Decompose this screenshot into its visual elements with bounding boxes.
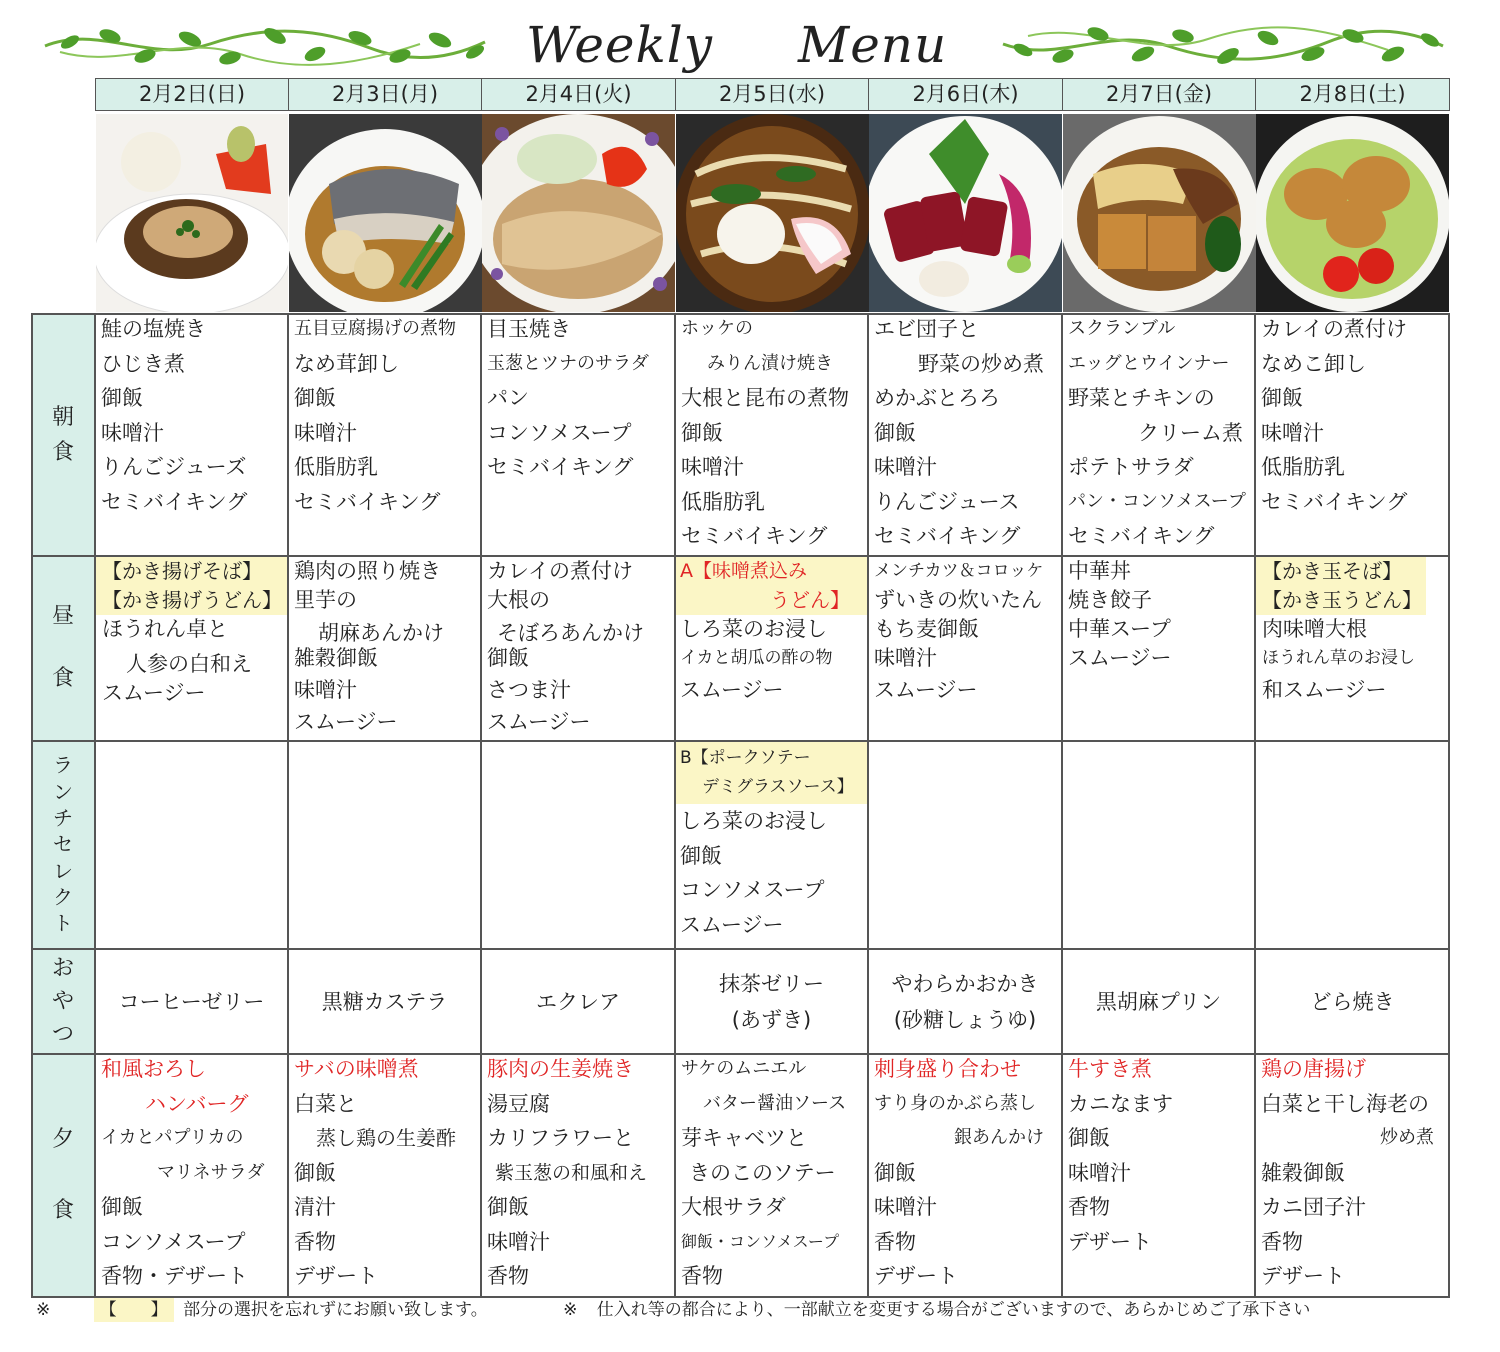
snack-item: 抹茶ゼリー	[719, 972, 824, 996]
menu-item: 【かき揚げそば】	[102, 559, 262, 583]
dinner-cell	[1062, 1052, 1255, 1259]
day-header: 2月2日(日)	[95, 78, 289, 111]
lunch-cell	[481, 557, 675, 731]
saba-miso-photo	[289, 114, 482, 312]
menu-item: もち麦御飯	[874, 617, 979, 641]
menu-item: セミバイキング	[1261, 489, 1408, 514]
menu-item: 炒め煮	[1380, 1127, 1434, 1148]
row-label-char: 食	[51, 666, 74, 691]
menu-item: カレイの煮付け	[487, 559, 633, 583]
menu-item: イカとパプリカの	[101, 1127, 244, 1148]
menu-item: ハンバーグ	[145, 1091, 249, 1116]
menu-item: 御飯	[1261, 386, 1303, 410]
snack-item: (砂糖しょうゆ)	[893, 1008, 1037, 1032]
menu-item: 味噌汁	[487, 1229, 550, 1254]
menu-item: デザート	[1261, 1264, 1345, 1288]
menu-item: 御飯	[294, 386, 336, 410]
menu-item: セミバイキング	[294, 489, 441, 514]
grid-line	[31, 313, 1450, 315]
selection-legend-box: 【 】	[94, 1298, 174, 1322]
change-notice: 仕入れ等の都合により、一部献立を変更する場合がございますので、あらかじめご了承下さい	[596, 1300, 1311, 1320]
snack-item: (あずき)	[731, 1008, 812, 1032]
grid-line	[31, 1053, 1450, 1055]
selection-note: 部分の選択を忘れずにお願い致します。	[183, 1300, 488, 1320]
row-label-char: や	[51, 989, 74, 1014]
menu-item: 香物	[1068, 1195, 1110, 1219]
menu-item: 中華スープ	[1068, 617, 1171, 641]
menu-item: めかぶとろろ	[874, 386, 1000, 410]
row-label-char: チ	[53, 805, 73, 830]
row-label-lunch-select	[32, 740, 94, 949]
menu-item: 御飯	[874, 1160, 916, 1185]
menu-item: 味噌汁	[294, 678, 357, 702]
snack-cell	[1255, 950, 1450, 1054]
row-label-char: ト	[53, 911, 73, 936]
snack-item: 黒胡麻プリン	[1095, 990, 1222, 1014]
menu-item: ホッケの	[681, 318, 753, 339]
day-header: 2月7日(金)	[1062, 78, 1256, 111]
selection-highlight	[1256, 557, 1426, 615]
menu-item: りんごジュース	[874, 489, 1020, 514]
menu-item: セミバイキング	[101, 489, 248, 514]
dinner-cell	[868, 1052, 1062, 1294]
dinner-cell	[95, 1052, 288, 1294]
breakfast-cell	[288, 312, 481, 519]
grid-line	[867, 313, 869, 1298]
grid-line	[31, 555, 1450, 557]
menu-item: 【かき玉うどん】	[1262, 588, 1422, 612]
menu-item: そぼろあんかけ	[497, 621, 644, 645]
snack-cell	[1062, 950, 1255, 1054]
menu-item: 味噌汁	[681, 455, 744, 479]
row-label-char: セ	[53, 832, 73, 857]
menu-item: スクランブル	[1068, 318, 1176, 339]
row-label-char: 朝	[51, 404, 74, 430]
menu-item: 雑穀御飯	[294, 646, 378, 670]
breakfast-cell	[481, 312, 675, 485]
menu-item: みりん漬け焼き	[707, 352, 833, 374]
lunch-cell	[288, 557, 481, 731]
menu-item: 香物・デザート	[101, 1264, 248, 1288]
menu-item: A【味噌煮込み	[680, 560, 807, 582]
menu-item: 湯豆腐	[487, 1091, 550, 1116]
miso-udon-photo	[676, 114, 869, 312]
menu-item: ポテトサラダ	[1068, 455, 1194, 479]
row-label-char: ク	[53, 885, 73, 910]
menu-item: スムージー	[680, 912, 784, 937]
breakfast-cell	[868, 312, 1062, 554]
menu-item: 刺身盛り合わせ	[874, 1057, 1021, 1081]
menu-item: 低脂肪乳	[681, 489, 765, 514]
menu-item: 清汁	[294, 1195, 336, 1219]
menu-item: コンソメスープ	[680, 878, 825, 902]
menu-item: りんごジューズ	[101, 455, 247, 479]
menu-item: なめ茸卸し	[294, 351, 399, 376]
menu-item: 牛すき煮	[1068, 1057, 1152, 1081]
menu-item: 白菜と	[294, 1091, 357, 1116]
menu-item: きのこのソテー	[689, 1160, 836, 1185]
selection-highlight	[676, 557, 868, 615]
menu-item: セミバイキング	[487, 455, 634, 479]
menu-item: うどん】	[770, 588, 850, 612]
menu-item: デミグラスソース】	[702, 777, 854, 797]
menu-item: 大根サラダ	[681, 1195, 786, 1219]
menu-item: パン・コンソメスープ	[1068, 490, 1246, 512]
row-label-char: 昼	[51, 604, 74, 630]
menu-item: エッグとウインナー	[1068, 352, 1230, 374]
menu-item: 野菜とチキンの	[1068, 386, 1215, 410]
karaage-photo	[1256, 114, 1449, 312]
note-mark: ※	[563, 1300, 578, 1320]
menu-item: 紫玉葱の和風和え	[495, 1161, 648, 1184]
row-label-char: お	[51, 956, 74, 981]
lunch-cell	[676, 557, 868, 702]
ginger-pork-photo	[482, 114, 675, 312]
menu-item: 鶏肉の照り焼き	[294, 559, 441, 583]
snack-cell	[868, 950, 1062, 1054]
snack-cell	[288, 950, 481, 1054]
menu-item: スムージー	[102, 681, 206, 705]
menu-item: 和風おろし	[101, 1057, 206, 1081]
row-label-char: 食	[51, 1197, 74, 1223]
menu-item: 香物	[487, 1264, 529, 1288]
menu-item: 味噌汁	[1261, 420, 1324, 445]
lunch-cell	[96, 557, 288, 705]
menu-item: 銀あんかけ	[954, 1127, 1044, 1148]
snack-item: どら焼き	[1310, 990, 1395, 1014]
snack-item: コーヒーゼリー	[118, 990, 265, 1014]
grid-line	[1061, 313, 1063, 1298]
snack-item: 黒糖カステラ	[321, 990, 448, 1014]
grid-line	[287, 313, 289, 1298]
menu-item: 鮭の塩焼き	[101, 317, 206, 341]
menu-item: 【かき玉そば】	[1262, 559, 1402, 583]
row-label-lunch	[32, 556, 94, 740]
menu-item: セミバイキング	[681, 524, 828, 548]
snack-cell	[481, 950, 675, 1054]
menu-item: さつま汁	[487, 678, 571, 702]
menu-item: コンソメスープ	[487, 420, 632, 445]
vine-decoration-right	[998, 14, 1448, 74]
menu-item: セミバイキング	[874, 524, 1021, 548]
menu-item: 低脂肪乳	[1261, 455, 1345, 479]
grid-line	[31, 313, 33, 1298]
snack-item: エクレア	[536, 990, 620, 1014]
menu-item: ほうれん草のお浸し	[1262, 648, 1415, 668]
dinner-cell	[288, 1052, 481, 1294]
menu-item: カニ団子汁	[1261, 1195, 1366, 1219]
grid-line	[480, 313, 482, 1298]
title-weekly: Weekly	[526, 16, 714, 74]
page-title	[520, 16, 990, 80]
menu-item: B【ポークソテー	[680, 748, 811, 768]
menu-item: 焼き餃子	[1068, 588, 1152, 612]
note-mark: ※	[36, 1300, 51, 1320]
row-label-char: レ	[53, 858, 73, 883]
menu-item: デザート	[874, 1264, 958, 1288]
grid-line	[94, 313, 96, 1298]
menu-item: すり身のかぶら蒸し	[874, 1092, 1036, 1114]
hamburg-steak-photo	[96, 114, 288, 312]
menu-item: 御飯	[874, 420, 916, 445]
breakfast-cell	[675, 312, 868, 554]
menu-item: 御飯	[101, 386, 143, 410]
day-header: 2月8日(土)	[1255, 78, 1450, 111]
menu-item: 里芋の	[294, 588, 357, 612]
menu-item: メンチカツ＆コロッケ	[874, 561, 1044, 581]
menu-item: なめこ卸し	[1261, 351, 1366, 376]
footer-notes	[36, 1298, 1456, 1328]
menu-item: スムージー	[294, 710, 398, 731]
menu-item: 御飯	[487, 1195, 529, 1219]
title-menu: Menu	[798, 16, 948, 74]
menu-item: カリフラワーと	[487, 1126, 634, 1150]
menu-item: ほうれん卓と	[102, 617, 228, 641]
row-label-char: つ	[51, 1022, 74, 1047]
menu-item: 五目豆腐揚げの煮物	[294, 318, 456, 339]
dinner-cell	[1255, 1052, 1450, 1294]
lunch-cell	[868, 557, 1062, 702]
menu-item: サバの味噌煮	[294, 1057, 419, 1081]
grid-line	[1448, 313, 1450, 1298]
menu-item: セミバイキング	[1068, 524, 1215, 548]
dinner-cell	[481, 1052, 675, 1294]
menu-item: 雑穀御飯	[1261, 1160, 1345, 1185]
menu-item: 香物	[874, 1229, 916, 1254]
menu-item: カニなます	[1068, 1091, 1173, 1116]
row-label-char: 夕	[51, 1127, 74, 1153]
day-header: 2月3日(月)	[288, 78, 482, 111]
menu-item: 御飯	[681, 420, 723, 445]
menu-item: スムージー	[1068, 646, 1172, 670]
selection-highlight	[676, 742, 868, 804]
menu-item: 御飯	[294, 1160, 336, 1185]
menu-item: 御飯・コンソメスープ	[681, 1231, 840, 1251]
dinner-cell	[675, 1052, 868, 1294]
menu-item: パン	[487, 386, 529, 410]
row-label-dinner	[32, 1054, 94, 1297]
menu-item: 御飯	[101, 1195, 143, 1219]
breakfast-cell	[1062, 312, 1255, 554]
menu-item: 御飯	[487, 646, 529, 670]
menu-item: 香物	[1261, 1229, 1303, 1254]
grid-line	[1254, 313, 1256, 1298]
menu-item: 低脂肪乳	[294, 455, 378, 479]
menu-item: 目玉焼き	[487, 317, 571, 341]
lunch-select-cell	[676, 742, 868, 942]
menu-item: しろ菜のお浸し	[680, 617, 827, 641]
row-label-char: 食	[51, 440, 74, 465]
menu-item: ひじき煮	[101, 351, 185, 376]
menu-item: 白菜と干し海老の	[1261, 1091, 1429, 1116]
menu-item: バター醤油ソース	[703, 1092, 847, 1114]
lunch-cell	[1062, 557, 1255, 673]
menu-item: 香物	[294, 1229, 336, 1254]
menu-item: 蒸し鶏の生姜酢	[316, 1126, 456, 1150]
menu-item: 玉葱とツナのサラダ	[487, 352, 649, 374]
menu-item: 味噌汁	[874, 1195, 937, 1219]
menu-item: 味噌汁	[874, 455, 937, 479]
menu-item: スムージー	[680, 678, 784, 702]
grid-line	[674, 313, 676, 1298]
row-label-char: ン	[53, 779, 73, 804]
menu-item: クリーム煮	[1138, 420, 1243, 445]
menu-item: しろ菜のお浸し	[680, 809, 827, 833]
menu-item: イカと胡瓜の酢の物	[680, 648, 833, 668]
snack-item: やわらかおかき	[891, 972, 1039, 996]
menu-item: 中華丼	[1068, 559, 1131, 583]
row-label-snack	[32, 949, 94, 1054]
breakfast-cell	[1255, 312, 1450, 519]
lunch-cell	[1256, 557, 1450, 702]
menu-item: 大根と昆布の煮物	[681, 386, 849, 410]
menu-item: 味噌汁	[1068, 1160, 1131, 1185]
menu-item: 豚肉の生姜焼き	[487, 1057, 634, 1081]
gyu-sukiyaki-photo	[1063, 114, 1256, 312]
menu-item: 和スムージー	[1262, 678, 1387, 702]
menu-item: エビ団子と	[874, 317, 979, 341]
menu-item: ずいきの炊いたん	[874, 588, 1042, 612]
menu-item: 人参の白和え	[126, 652, 252, 676]
row-label-char: ラ	[53, 753, 73, 778]
menu-item: 肉味噌大根	[1262, 617, 1367, 641]
snack-cell	[675, 950, 868, 1054]
menu-item: 味噌汁	[874, 646, 937, 670]
menu-item: 【かき揚げうどん】	[102, 588, 282, 612]
menu-item: 御飯	[680, 843, 722, 868]
menu-item: カレイの煮付け	[1261, 317, 1407, 341]
menu-item: 野菜の炒め煮	[918, 351, 1044, 376]
day-header: 2月6日(木)	[868, 78, 1063, 111]
menu-item: 鶏の唐揚げ	[1261, 1057, 1366, 1081]
menu-item: スムージー	[487, 710, 591, 731]
breakfast-cell	[95, 312, 288, 519]
menu-item: デザート	[294, 1264, 378, 1288]
grid-line	[31, 948, 1450, 950]
day-header: 2月4日(火)	[481, 78, 676, 111]
menu-item: 味噌汁	[101, 420, 164, 445]
menu-item: マリネサラダ	[157, 1161, 265, 1183]
menu-item: 御飯	[1068, 1126, 1110, 1150]
menu-item: コンソメスープ	[101, 1229, 246, 1254]
menu-item: デザート	[1068, 1229, 1152, 1254]
menu-item: スムージー	[874, 678, 978, 702]
menu-item: 味噌汁	[294, 420, 357, 445]
menu-item: 香物	[681, 1264, 723, 1288]
menu-item: 大根の	[487, 588, 550, 612]
sashimi-photo	[869, 114, 1062, 312]
snack-cell	[95, 950, 288, 1054]
day-header: 2月5日(水)	[675, 78, 869, 111]
row-label-breakfast	[32, 314, 94, 556]
menu-item: 胡麻あんかけ	[318, 621, 444, 645]
menu-item: 芽キャベツと	[681, 1126, 807, 1150]
menu-item: サケのムニエル	[681, 1058, 807, 1079]
selection-highlight	[96, 557, 288, 615]
grid-line	[31, 740, 1450, 742]
vine-decoration-left	[40, 14, 490, 74]
